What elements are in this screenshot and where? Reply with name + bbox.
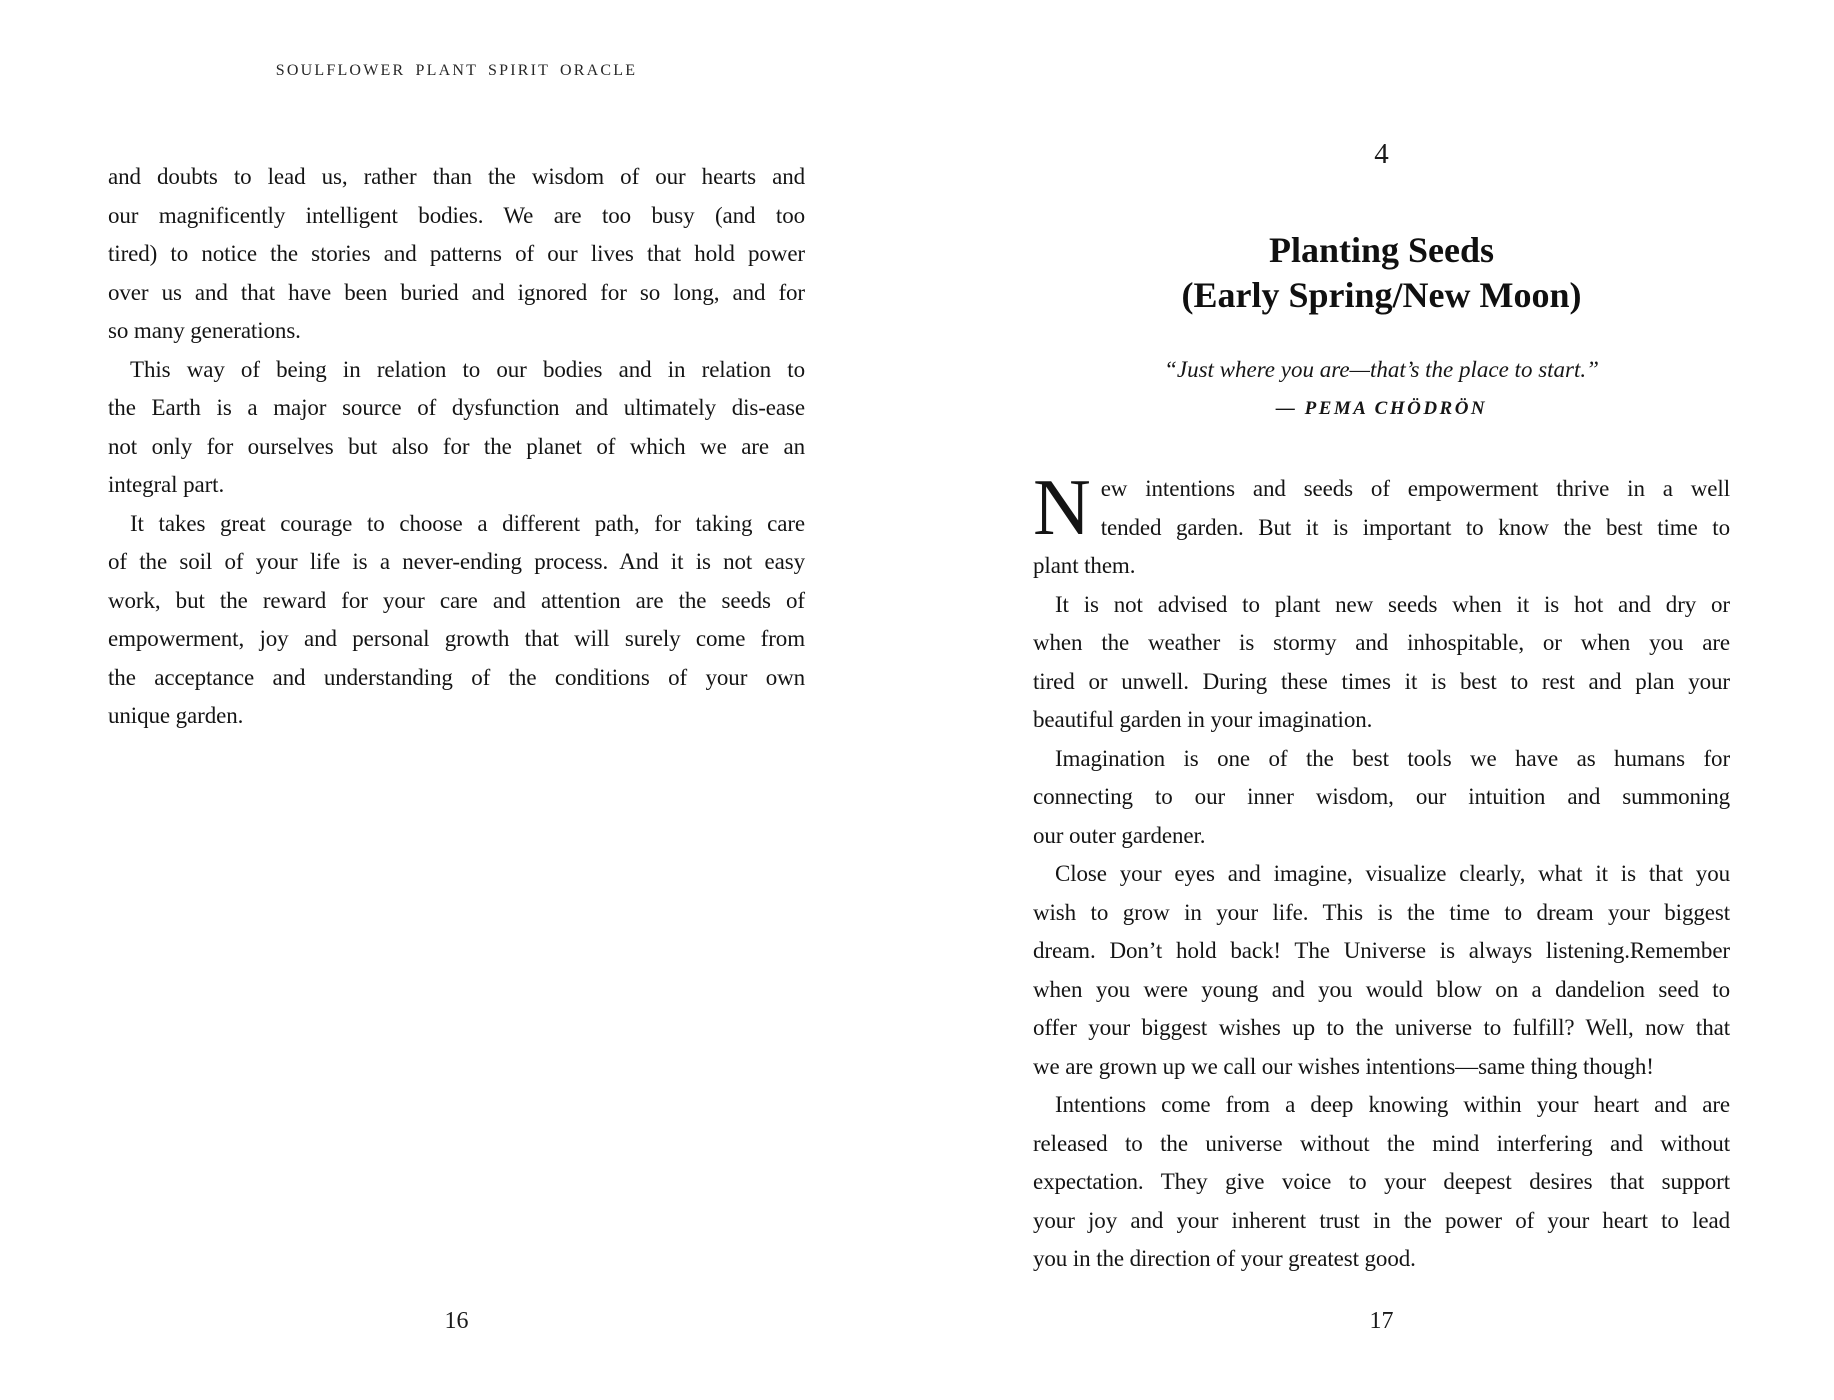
text-line: integral part. <box>108 472 225 497</box>
text-line: our magnificently intelligent bodies. We are too busy (and too <box>108 202 805 228</box>
text-line: when you were young and you would blow on a dandelion seed to <box>1033 976 1730 1002</box>
text-line: connecting to our inner wisdom, our intuition and summoning <box>1033 784 1730 809</box>
text-line: Imagination is one of the best tools we have as humans for <box>1055 745 1730 771</box>
text-line: unique garden. <box>108 703 244 728</box>
epigraph-attribution: — PEMA CHÖDRÖN <box>1275 398 1488 419</box>
text-line: tired or unwell. During these times it is best to rest and plan your <box>1033 668 1730 694</box>
text-line: released to the universe without the mind interfering and without <box>1033 1130 1730 1156</box>
paragraph <box>1033 855 1730 1086</box>
text-line: our outer gardener. <box>1033 822 1206 848</box>
text-line: work, but the reward for your care and attention are the seeds of <box>108 587 805 613</box>
paragraph <box>108 351 805 505</box>
paragraph <box>1033 586 1730 740</box>
right-page-number: 17 <box>1369 1308 1394 1334</box>
text-line: the acceptance and understanding of the conditions of your own <box>108 664 805 690</box>
epigraph-quote: “Just where you are—that’s the place to start.” <box>1164 357 1599 382</box>
chapter-number: 4 <box>1374 138 1389 170</box>
paragraph <box>108 158 805 351</box>
text-line: Intentions come from a deep knowing within your heart and are <box>1055 1092 1730 1117</box>
text-line: tired) to notice the stories and patterns of our lives that hold power <box>108 241 805 266</box>
text-line: ew intentions and seeds of empowerment thrive in a well <box>1100 476 1730 501</box>
text-line: empowerment, joy and personal growth that will surely come from <box>108 626 805 651</box>
text-line: and doubts to lead us, rather than the wisdom of our hearts and <box>108 164 805 189</box>
left-page-number: 16 <box>444 1308 469 1334</box>
chapter-title <box>1033 228 1730 318</box>
text-line: It takes great courage to choose a different path, for taking care <box>130 510 805 536</box>
right-page-body-text <box>1033 464 1730 1279</box>
paragraph <box>1033 740 1730 856</box>
paragraph <box>1033 1086 1730 1279</box>
text-line: the Earth is a major source of dysfunction and ultimately dis-ease <box>108 395 805 420</box>
running-header: SOULFLOWER PLANT SPIRIT ORACLE <box>275 62 638 79</box>
drop-cap: N <box>1033 464 1091 552</box>
text-line: expectation. They give voice to your deepest desires that support <box>1033 1169 1730 1194</box>
paragraph <box>1033 464 1730 586</box>
text-line: It is not advised to plant new seeds when it is hot and dry or <box>1055 591 1730 617</box>
text-line: wish to grow in your life. This is the time to dream your biggest <box>1033 899 1730 925</box>
text-line: Close your eyes and imagine, visualize clearly, what it is that you <box>1055 861 1730 886</box>
text-line: dream. Don’t hold back! The Universe is always listening.Remember <box>1033 938 1730 963</box>
chapter-title-line-2: (Early Spring/New Moon) <box>1181 275 1582 315</box>
text-line: you in the direction of your greatest good. <box>1033 1246 1416 1271</box>
paragraph <box>108 505 805 736</box>
text-line: over us and that have been buried and ignored for so long, and for <box>108 279 805 305</box>
text-line: of the soil of your life is a never-ending process. And it is not easy <box>108 549 805 574</box>
text-line: offer your biggest wishes up to the universe to fulfill? Well, now that <box>1033 1015 1730 1040</box>
chapter-title-line-1: Planting Seeds <box>1268 230 1495 270</box>
text-line: so many generations. <box>108 318 301 343</box>
left-page-body-text <box>108 158 805 736</box>
text-line: when the weather is stormy and inhospitable, or when you are <box>1033 630 1730 655</box>
text-line: plant them. <box>1033 553 1136 578</box>
text-line: we are grown up we call our wishes intentions—same thing though! <box>1033 1053 1654 1079</box>
text-line: beautiful garden in your imagination. <box>1033 707 1373 732</box>
text-line: not only for ourselves but also for the planet of which we are an <box>108 433 805 459</box>
text-line: This way of being in relation to our bodies and in relation to <box>130 356 805 382</box>
text-line: tended garden. But it is important to know the best time to <box>1100 514 1730 540</box>
text-line: your joy and your inherent trust in the power of your heart to lead <box>1033 1207 1730 1233</box>
